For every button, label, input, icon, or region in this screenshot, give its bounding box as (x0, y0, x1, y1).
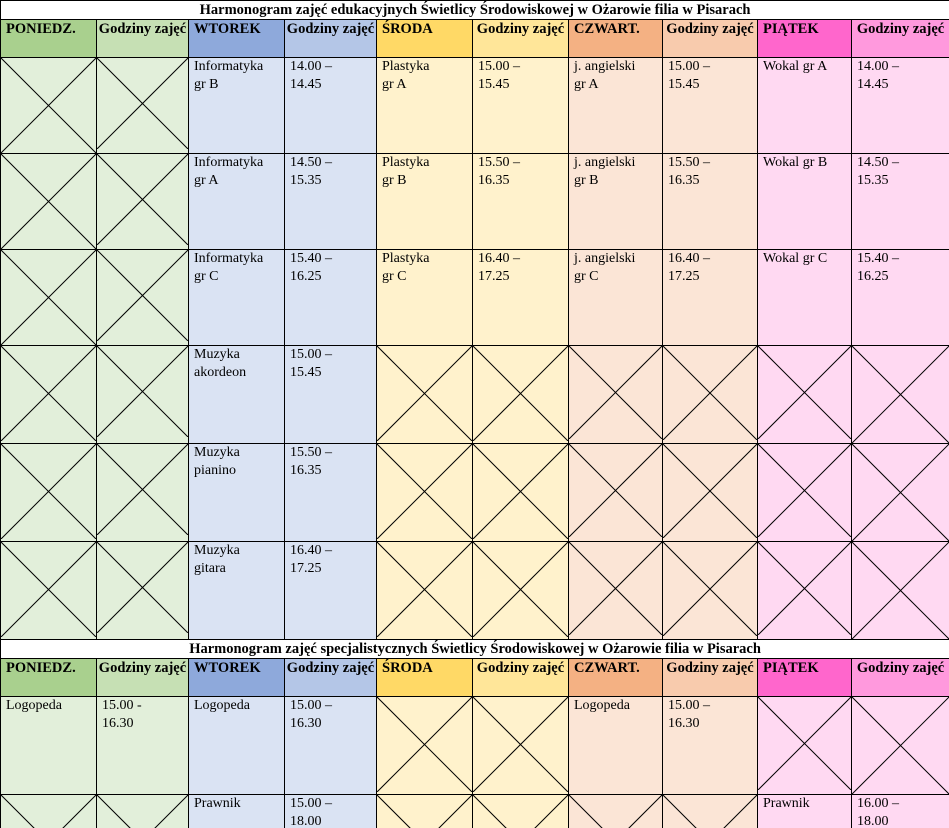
empty-cell-cross (97, 154, 188, 245)
empty-cell (1, 250, 97, 346)
activity-cell (758, 795, 852, 828)
activity-name: Logopeda (574, 697, 662, 715)
empty-cell-cross (663, 542, 757, 636)
empty-cell (97, 542, 189, 640)
activity-hours: 15.00 – 15.45 (668, 58, 757, 94)
header-hours-wtorek: Godziny zajęć (285, 659, 377, 697)
activity-hours: 15.00 – 18.00 (290, 795, 376, 828)
header-hours-poniedzialek: Godziny zajęć (97, 20, 189, 58)
activity-cell (189, 697, 285, 795)
empty-cell-cross (473, 346, 568, 441)
header-hours-czwartek: Godziny zajęć (663, 20, 758, 58)
schedule-grid-body (1, 1, 949, 828)
activity-hours: 14.00 – 14.45 (857, 58, 949, 94)
activity-name: Muzyka pianino (194, 444, 284, 480)
empty-cell (473, 697, 569, 795)
activity-hours: 15.40 – 16.25 (290, 250, 376, 286)
empty-cell (852, 697, 949, 795)
empty-cell-cross (473, 697, 568, 792)
table-title: Harmonogram zajęć specjalistycznych Świetlicy Środowiskowej w Ożarowie filia w Pisarach (1, 640, 949, 659)
empty-cell (758, 542, 852, 640)
empty-cell-cross (97, 58, 188, 149)
header-day-piatek: PIĄTEK (758, 659, 852, 697)
empty-cell (663, 542, 758, 640)
empty-cell (663, 346, 758, 444)
empty-cell (97, 154, 189, 250)
empty-cell (1, 795, 97, 828)
activity-hours: 15.50 – 16.35 (290, 444, 376, 480)
activity-hours: 15.00 – 15.45 (478, 58, 568, 94)
activity-name: j. angielski gr B (574, 154, 662, 190)
empty-cell-cross (758, 697, 851, 790)
hours-cell (285, 250, 377, 346)
hours-cell (852, 154, 949, 250)
empty-cell (758, 346, 852, 444)
empty-cell (377, 542, 473, 640)
empty-cell-cross (377, 795, 472, 828)
header-day-sroda: ŚRODA (377, 659, 473, 697)
activity-name: Plastyka gr A (382, 58, 472, 94)
empty-cell (1, 542, 97, 640)
hours-cell (663, 58, 758, 154)
activity-name: Informatyka gr A (194, 154, 284, 190)
activity-cell (758, 250, 852, 346)
empty-cell (97, 346, 189, 444)
empty-cell (97, 795, 189, 828)
empty-cell (1, 346, 97, 444)
empty-cell-cross (97, 444, 188, 535)
activity-cell (189, 58, 285, 154)
activity-name: Wokal gr A (763, 58, 851, 76)
activity-hours: 15.50 – 16.35 (668, 154, 757, 190)
empty-cell-cross (1, 795, 96, 828)
header-hours-piatek: Godziny zajęć (852, 659, 949, 697)
table-title-row (1, 640, 949, 659)
empty-cell-cross (852, 346, 949, 443)
empty-cell-cross (663, 795, 757, 828)
activity-name: Logopeda (194, 697, 284, 715)
table-row (1, 58, 949, 154)
header-day-poniedzialek: PONIEDZ. (1, 20, 97, 58)
activity-hours: 16.40 – 17.25 (290, 542, 376, 578)
empty-cell-cross (473, 542, 568, 637)
activity-cell (189, 154, 285, 250)
activity-cell (569, 154, 663, 250)
header-day-czwartek: CZWART. (569, 20, 663, 58)
activity-name: Muzyka gitara (194, 542, 284, 578)
header-hours-wtorek: Godziny zajęć (285, 20, 377, 58)
activity-name: Plastyka gr B (382, 154, 472, 190)
empty-cell (97, 250, 189, 346)
activity-name: j. angielski gr A (574, 58, 662, 94)
table-title-row (1, 1, 949, 20)
hours-cell (285, 697, 377, 795)
header-day-wtorek: WTOREK (189, 20, 285, 58)
empty-cell-cross (569, 444, 662, 537)
activity-hours: 15.00 – 16.30 (668, 697, 757, 733)
table-header-row (1, 20, 949, 58)
empty-cell (758, 444, 852, 542)
activity-cell (1, 697, 97, 795)
empty-cell-cross (97, 250, 188, 341)
empty-cell-cross (97, 795, 188, 828)
empty-cell-cross (663, 444, 757, 538)
empty-cell (569, 542, 663, 640)
header-hours-czwartek: Godziny zajęć (663, 659, 758, 697)
activity-cell (189, 346, 285, 444)
hours-cell (473, 250, 569, 346)
empty-cell (569, 444, 663, 542)
header-day-poniedzialek: PONIEDZ. (1, 659, 97, 697)
empty-cell-cross (473, 795, 568, 828)
empty-cell (1, 154, 97, 250)
empty-cell (377, 795, 473, 828)
empty-cell (663, 795, 758, 828)
empty-cell-cross (852, 697, 949, 794)
empty-cell-cross (377, 542, 472, 637)
empty-cell-cross (1, 250, 96, 345)
activity-hours: 15.40 – 16.25 (857, 250, 949, 286)
table-header-row (1, 659, 949, 697)
hours-cell (285, 795, 377, 828)
hours-cell (285, 346, 377, 444)
hours-cell (663, 250, 758, 346)
empty-cell-cross (1, 346, 96, 441)
empty-cell (663, 444, 758, 542)
activity-name: j. angielski gr C (574, 250, 662, 286)
hours-cell (663, 697, 758, 795)
activity-name: Logopeda (6, 697, 96, 715)
activity-hours: 14.00 – 14.45 (290, 58, 376, 94)
empty-cell (852, 346, 949, 444)
empty-cell-cross (758, 444, 851, 537)
activity-name: Prawnik (194, 795, 284, 813)
hours-cell (852, 250, 949, 346)
activity-name: Plastyka gr C (382, 250, 472, 286)
empty-cell-cross (377, 346, 472, 441)
activity-hours: 15.00 – 15.45 (290, 346, 376, 382)
empty-cell-cross (569, 542, 662, 635)
hours-cell (852, 795, 949, 828)
activity-cell (377, 58, 473, 154)
activity-hours: 16.40 – 17.25 (668, 250, 757, 286)
empty-cell-cross (377, 444, 472, 539)
empty-cell-cross (663, 346, 757, 440)
hours-cell (285, 58, 377, 154)
activity-cell (569, 697, 663, 795)
activity-cell (189, 795, 285, 828)
empty-cell-cross (1, 154, 96, 249)
header-day-wtorek: WTOREK (189, 659, 285, 697)
activity-hours: 14.50 – 15.35 (857, 154, 949, 190)
empty-cell (758, 697, 852, 795)
activity-name: Informatyka gr B (194, 58, 284, 94)
empty-cell (377, 444, 473, 542)
table-row (1, 346, 949, 444)
empty-cell (569, 346, 663, 444)
hours-cell (285, 542, 377, 640)
empty-cell (377, 346, 473, 444)
header-day-sroda: ŚRODA (377, 20, 473, 58)
hours-cell (285, 154, 377, 250)
header-hours-poniedzialek: Godziny zajęć (97, 659, 189, 697)
table-row (1, 697, 949, 795)
activity-name: Muzyka akordeon (194, 346, 284, 382)
activity-cell (569, 250, 663, 346)
activity-name: Prawnik (763, 795, 851, 813)
activity-cell (758, 58, 852, 154)
hours-cell (97, 697, 189, 795)
empty-cell-cross (1, 444, 96, 539)
activity-name: Informatyka gr C (194, 250, 284, 286)
activity-cell (377, 154, 473, 250)
activity-name: Wokal gr B (763, 154, 851, 172)
header-hours-piatek: Godziny zajęć (852, 20, 949, 58)
empty-cell (852, 444, 949, 542)
activity-hours: 15.00 - 16.30 (102, 697, 188, 733)
empty-cell (1, 58, 97, 154)
empty-cell (97, 444, 189, 542)
table-title: Harmonogram zajęć edukacyjnych Świetlicy Środowiskowej w Ożarowie filia w Pisarach (1, 1, 949, 20)
header-day-piatek: PIĄTEK (758, 20, 852, 58)
activity-hours: 16.00 – 18.00 (857, 795, 949, 828)
table-row (1, 154, 949, 250)
activity-hours: 15.00 – 16.30 (290, 697, 376, 733)
hours-cell (473, 154, 569, 250)
header-day-czwartek: CZWART. (569, 659, 663, 697)
header-hours-sroda: Godziny zajęć (473, 659, 569, 697)
empty-cell-cross (97, 346, 188, 437)
table-row (1, 250, 949, 346)
empty-cell-cross (1, 58, 96, 153)
activity-cell (569, 58, 663, 154)
empty-cell (1, 444, 97, 542)
hours-cell (852, 58, 949, 154)
activity-hours: 15.50 – 16.35 (478, 154, 568, 190)
table-row (1, 795, 949, 828)
empty-cell-cross (758, 346, 851, 439)
empty-cell (473, 795, 569, 828)
hours-cell (663, 154, 758, 250)
hours-cell (285, 444, 377, 542)
table-row (1, 444, 949, 542)
activity-cell (189, 542, 285, 640)
empty-cell-cross (1, 542, 96, 637)
empty-cell (473, 542, 569, 640)
empty-cell-cross (852, 444, 949, 541)
activity-cell (758, 154, 852, 250)
empty-cell-cross (852, 542, 949, 639)
empty-cell (569, 795, 663, 828)
header-hours-sroda: Godziny zajęć (473, 20, 569, 58)
activity-cell (189, 444, 285, 542)
empty-cell-cross (569, 795, 662, 828)
activity-hours: 16.40 – 17.25 (478, 250, 568, 286)
empty-cell (473, 346, 569, 444)
empty-cell (473, 444, 569, 542)
empty-cell-cross (97, 542, 188, 633)
empty-cell-cross (473, 444, 568, 539)
empty-cell (377, 697, 473, 795)
table-row (1, 542, 949, 640)
activity-hours: 14.50 – 15.35 (290, 154, 376, 190)
activity-cell (377, 250, 473, 346)
hours-cell (473, 58, 569, 154)
empty-cell-cross (758, 542, 851, 635)
empty-cell-cross (569, 346, 662, 439)
empty-cell (852, 542, 949, 640)
empty-cell (97, 58, 189, 154)
activity-cell (189, 250, 285, 346)
activity-name: Wokal gr C (763, 250, 851, 268)
empty-cell-cross (377, 697, 472, 792)
